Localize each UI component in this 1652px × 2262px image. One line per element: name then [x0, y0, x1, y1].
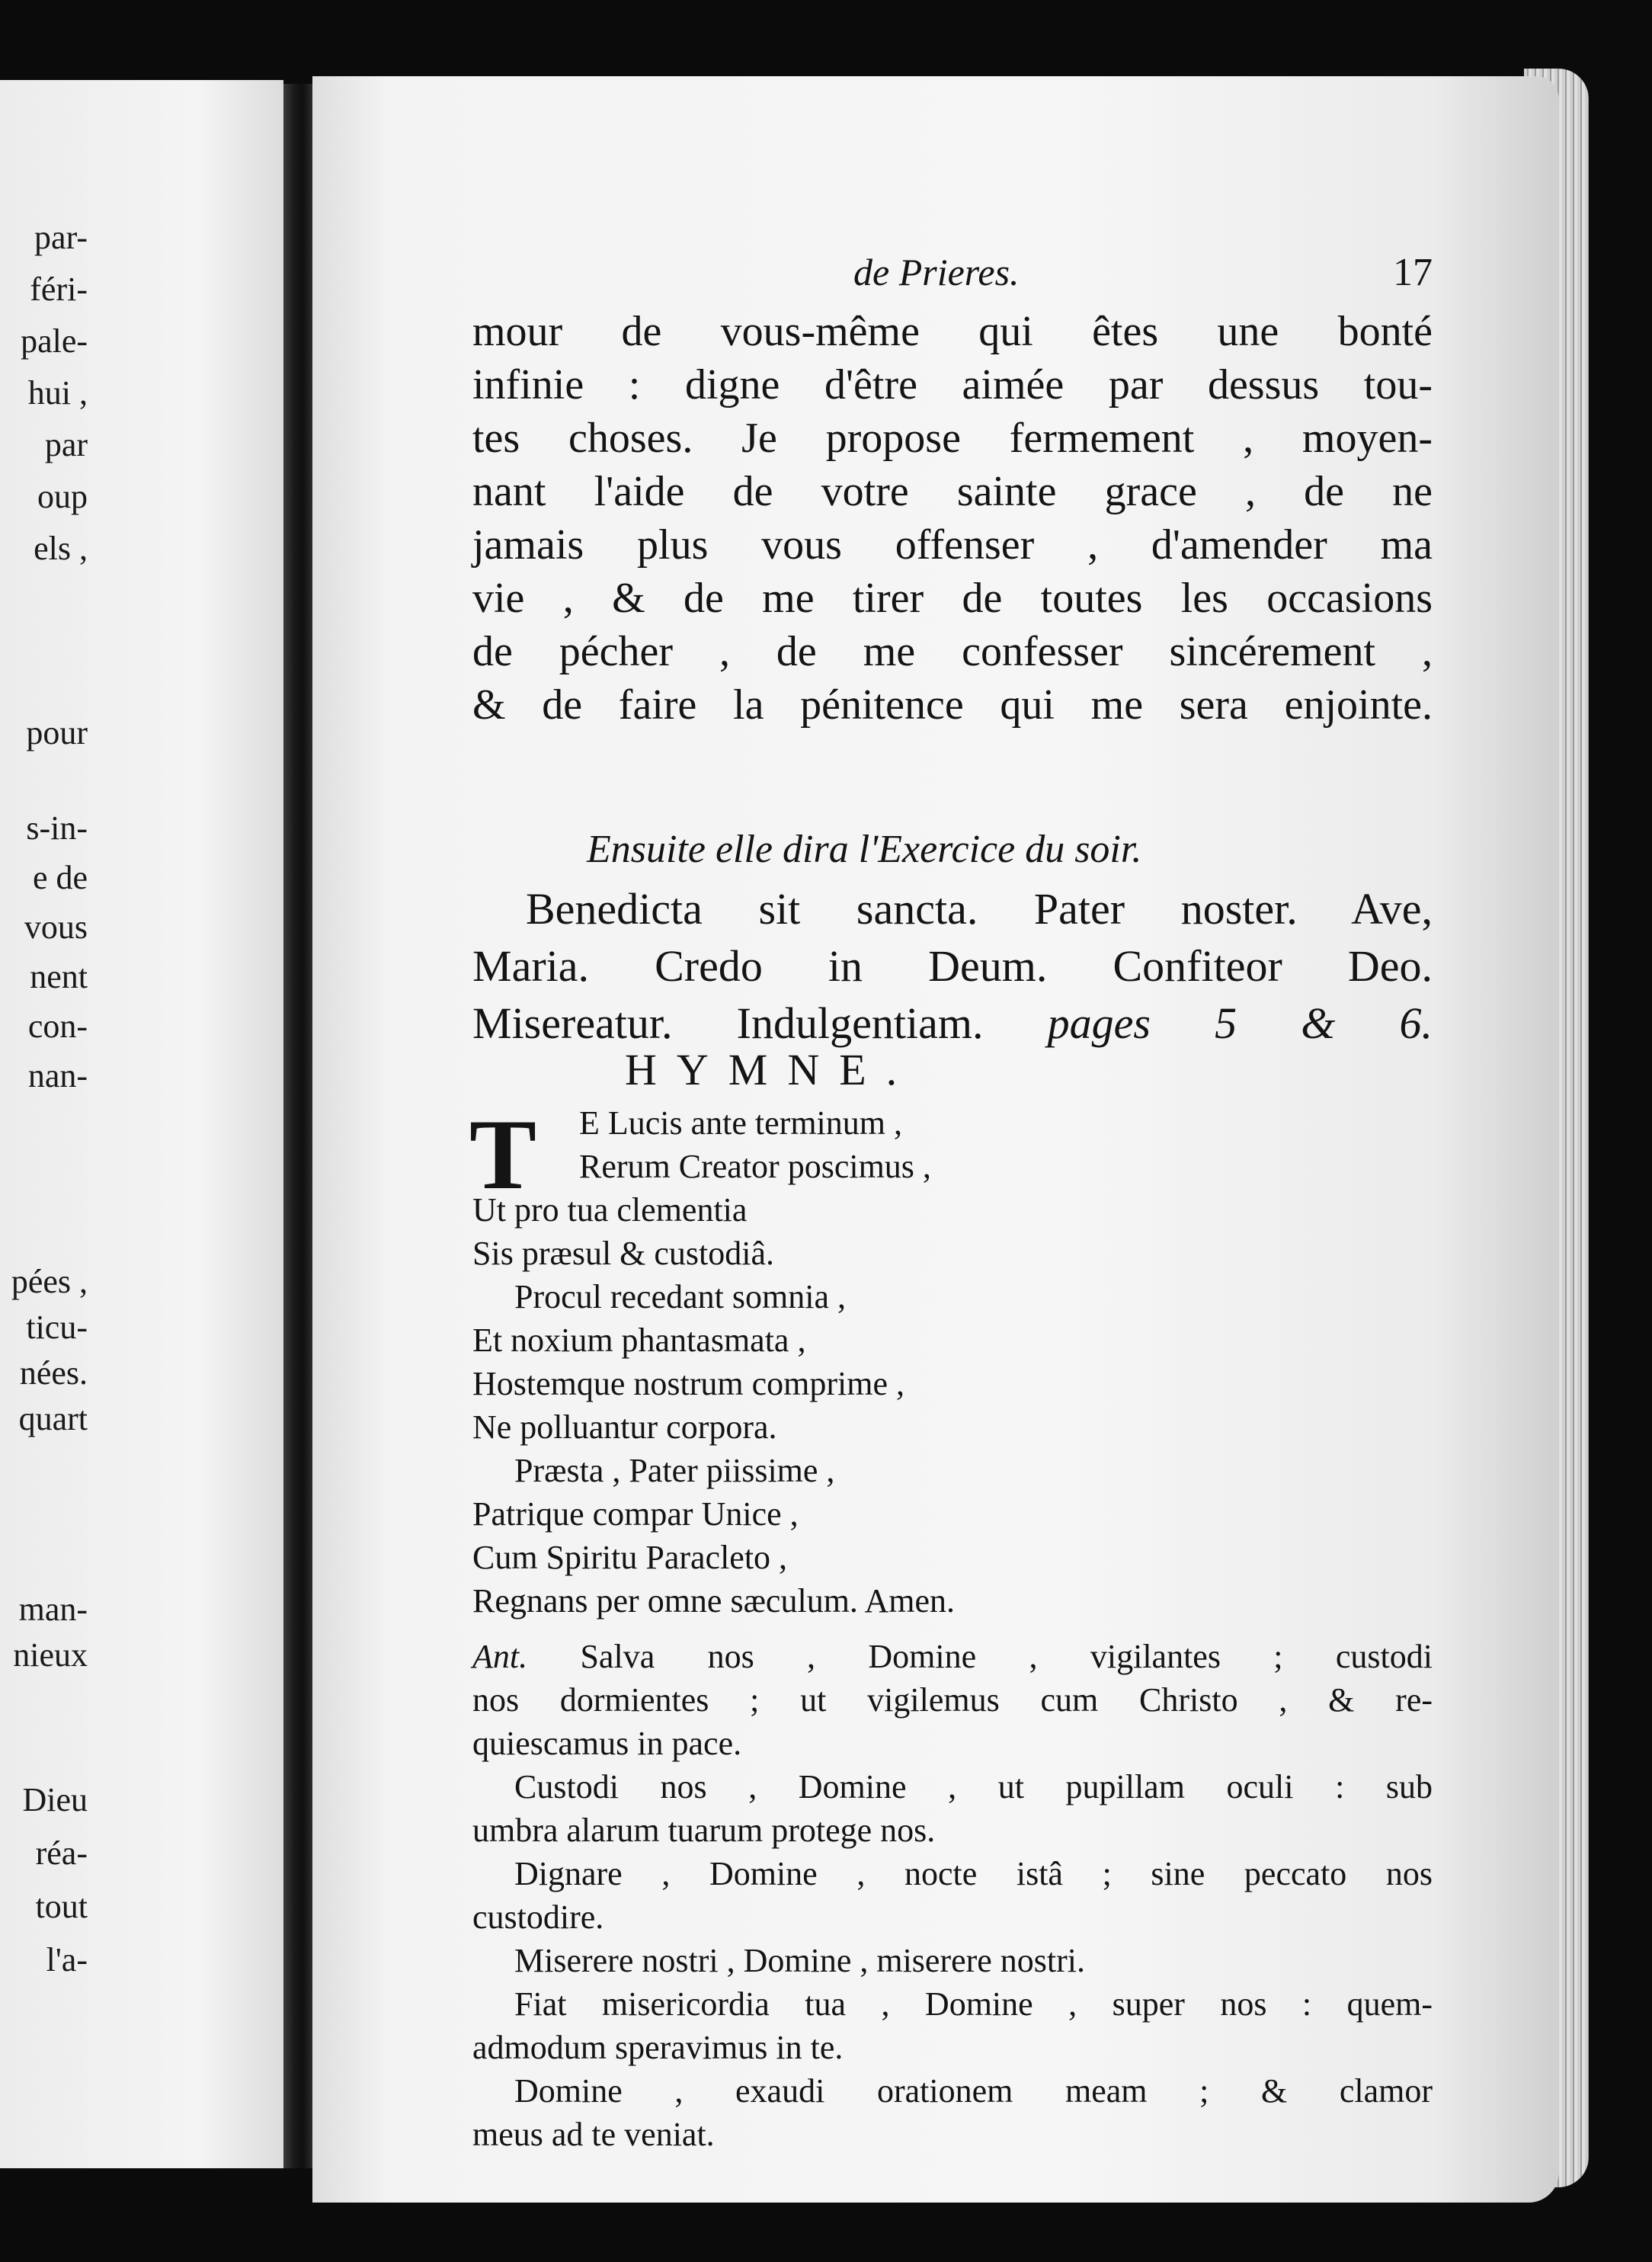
hymn-line: Hostemque nostrum comprime ,: [472, 1365, 905, 1402]
hymn-line: Ne polluantur corpora.: [472, 1408, 777, 1446]
left-page-fragment: pour: [26, 714, 88, 751]
left-page-fragment: man-: [18, 1591, 88, 1628]
antiphon-line: quiescamus in pace.: [472, 1725, 742, 1762]
left-page-fragment: Dieu: [22, 1781, 88, 1818]
antiphon-line: Custodi nos , Domine , ut pupillam oculi : sub: [514, 1768, 1433, 1805]
left-page: [0, 80, 283, 2168]
prose-line: vie , & de me tirer de toutes les occasions: [472, 575, 1433, 622]
left-page-fragment: els ,: [34, 530, 88, 567]
antiphon-line: [472, 1635, 1433, 1678]
antiphon-line: umbra alarum tuarum protege nos.: [472, 1812, 936, 1849]
antiphon-label: Ant.: [472, 1638, 528, 1675]
left-page-fragment: nan-: [27, 1057, 88, 1094]
antiphon-line: meus ad te veniat.: [472, 2116, 715, 2153]
antiphon-line: admodum speravimus in te.: [472, 2029, 844, 2066]
page-reference: pages 5 & 6.: [1047, 998, 1433, 1048]
prayers-line: Maria. Credo in Deum. Confiteor Deo.: [472, 941, 1433, 991]
prayers-line: Benedicta sit sancta. Pater noster. Ave,: [526, 884, 1433, 934]
hymn-line: Præsta , Pater piissime ,: [514, 1452, 835, 1489]
prose-line: mour de vous-même qui êtes une bonté: [472, 308, 1433, 355]
left-page-fragment: pale-: [21, 322, 88, 360]
antiphon-line: nos dormientes ; ut vigilemus cum Christo , & re-: [472, 1681, 1433, 1719]
left-page-fragment: nent: [30, 958, 88, 995]
left-page-fragment: e de: [32, 859, 88, 896]
antiphon-line: Domine , exaudi orationem meam ; & clamor: [514, 2072, 1433, 2110]
prose-line: de pécher , de me confesser sincérement ,: [472, 628, 1433, 675]
prose-paragraph: [472, 305, 1433, 732]
left-page-fragment: réa-: [35, 1834, 88, 1872]
hymn-line: E Lucis ante terminum ,: [579, 1104, 902, 1142]
running-head: de Prieres.: [853, 251, 1020, 293]
left-page-fragment: nées.: [19, 1354, 88, 1392]
hymn-line: Cum Spiritu Paracleto ,: [472, 1539, 788, 1576]
left-page-fragment: nieux: [13, 1636, 88, 1674]
antiphon-line: Fiat misericordia tua , Domine , super nos : quem-: [514, 1985, 1433, 2023]
prayers-text: Misereatur. Indulgentiam.: [472, 998, 984, 1048]
left-page-fragment: hui ,: [27, 374, 88, 412]
left-page-fragment: s-in-: [26, 809, 88, 847]
left-page-fragment: oup: [37, 478, 88, 515]
left-page-fragment: tout: [35, 1888, 88, 1925]
left-page-fragment: pées ,: [11, 1263, 88, 1300]
left-page-fragment: par-: [34, 219, 88, 256]
hymn-line: Rerum Creator poscimus ,: [579, 1148, 931, 1185]
left-page-fragment: quart: [18, 1400, 88, 1437]
left-page-fragment: féri-: [30, 271, 88, 308]
prose-line: & de faire la pénitence qui me sera enjointe.: [472, 681, 1433, 729]
hymn-line: Regnans per omne sæculum. Amen.: [472, 1582, 956, 1620]
prose-line: jamais plus vous offenser , d'amender ma: [472, 521, 1433, 569]
left-page-fragment: l'a-: [46, 1941, 88, 1978]
drop-cap: T: [469, 1098, 537, 1210]
hymn-line: Ut pro tua clementia: [472, 1191, 748, 1229]
hymn-line: Sis præsul & custodiâ.: [472, 1235, 775, 1272]
hymn-line: Procul recedant somnia ,: [514, 1278, 846, 1315]
antiphon-text: Salva nos , Domine , vigilantes ; custodi: [527, 1638, 1433, 1675]
prose-line: infinie : digne d'être aimée par dessus tou-: [472, 361, 1433, 409]
hymn-line: Patrique compar Unice ,: [472, 1495, 799, 1533]
left-page-fragment: par: [44, 426, 88, 463]
rubric: Ensuite elle dira l'Exercice du soir.: [587, 828, 1142, 871]
left-page-fragment: ticu-: [26, 1309, 88, 1346]
antiphon-line: custodire.: [472, 1898, 604, 1936]
hymn-line: Et noxium phantasmata ,: [472, 1322, 806, 1359]
page-header: [472, 250, 1433, 296]
prose-line: tes choses. Je propose fermement , moyen-: [472, 415, 1433, 462]
hymn: [469, 1098, 1433, 1623]
prose-line: nant l'aide de votre sainte grace , de ne: [472, 468, 1433, 515]
left-page-fragment: con-: [27, 1008, 88, 1045]
antiphon-line: Dignare , Domine , nocte istâ ; sine peccato nos: [514, 1855, 1433, 1892]
prayers-line: [472, 995, 1433, 1052]
hymn-title: HYMNE.: [625, 1045, 917, 1094]
page-number: 17: [1393, 251, 1433, 294]
antiphon: [472, 1635, 1433, 2156]
antiphon-line: Miserere nostri , Domine , miserere nostri.: [514, 1942, 1086, 1979]
prayers-block: [472, 880, 1433, 1052]
left-page-fragment: vous: [24, 908, 88, 946]
right-page: [312, 76, 1559, 2203]
